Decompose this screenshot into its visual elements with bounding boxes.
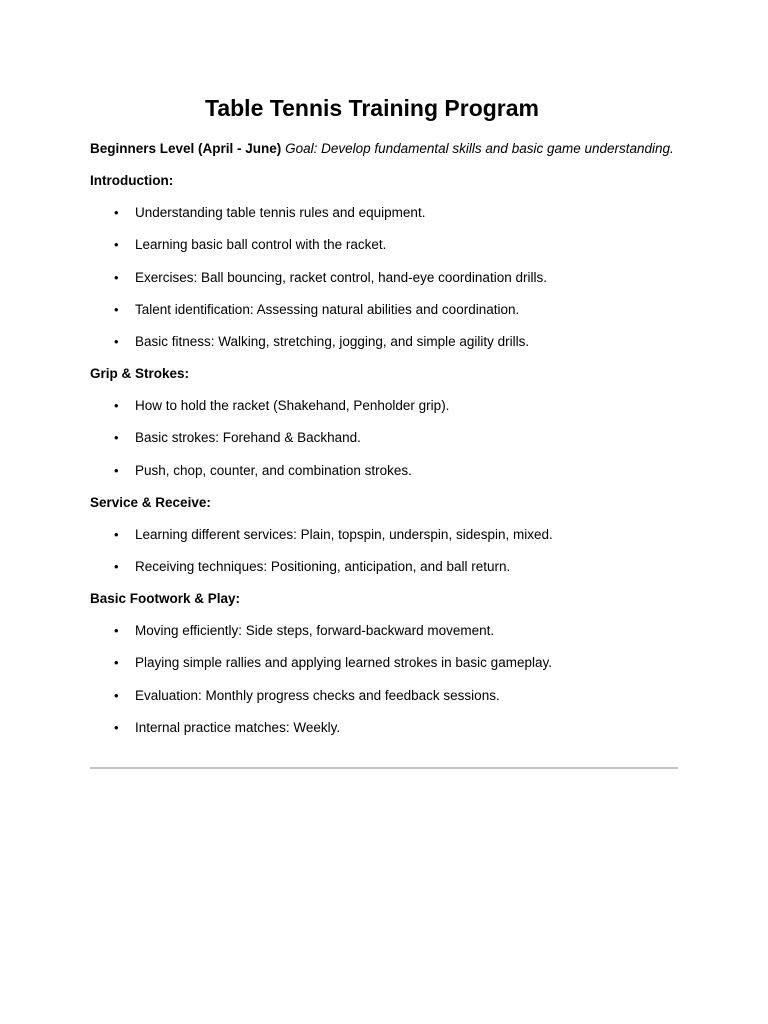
list-item	[90, 330, 690, 354]
bullet-icon: •	[114, 237, 119, 253]
list-item-text: Talent identification: Assessing natural abilities and coordination.	[135, 301, 520, 317]
list-item	[90, 266, 690, 290]
list-item	[90, 394, 690, 418]
level-label: Beginners Level (April - June)	[90, 141, 282, 156]
section-heading-grip-strokes: Grip & Strokes:	[90, 366, 190, 382]
list-item-text: Understanding table tennis rules and equipment.	[135, 205, 426, 220]
bullet-icon: •	[114, 719, 119, 735]
bullet-icon: •	[114, 462, 119, 478]
list-item-text: Receiving techniques: Positioning, anticipation, and ball return.	[135, 559, 511, 575]
list-item	[90, 298, 690, 322]
bullet-icon: •	[114, 334, 119, 350]
list-item-text: Exercises: Ball bouncing, racket control, hand-eye coordination drills.	[135, 269, 547, 285]
bullet-icon: •	[114, 398, 119, 414]
bullet-icon: •	[114, 269, 119, 285]
bullet-list-service-receive	[90, 523, 690, 579]
list-item-text: Push, chop, counter, and combination strokes.	[135, 462, 412, 478]
list-item	[90, 459, 690, 483]
document-body	[90, 137, 690, 740]
list-item	[90, 523, 690, 547]
goal-text: Goal: Develop fundamental skills and basic game understanding.	[285, 141, 674, 156]
section-heading-introduction: Introduction:	[90, 173, 174, 188]
bullet-icon: •	[114, 526, 119, 542]
bullet-list-basic-footwork-play	[90, 619, 690, 740]
list-item-text: Moving efficiently: Side steps, forward-backward movement.	[135, 623, 495, 639]
list-item-text: Learning basic ball control with the racket.	[135, 237, 387, 253]
list-item	[90, 426, 690, 450]
list-item	[90, 233, 690, 257]
list-item	[90, 684, 690, 708]
bullet-icon: •	[114, 687, 119, 703]
list-item	[90, 555, 690, 579]
bullet-icon: •	[114, 205, 119, 220]
bullet-list-introduction	[90, 201, 690, 354]
bullet-list-grip-strokes	[90, 394, 690, 483]
document-title: Table Tennis Training Program	[205, 95, 539, 121]
list-item	[90, 716, 690, 740]
bullet-icon: •	[114, 301, 119, 317]
list-item-text: Internal practice matches: Weekly.	[135, 719, 341, 735]
bullet-icon: •	[114, 623, 119, 639]
bullet-icon: •	[114, 559, 119, 575]
level-line	[90, 137, 690, 161]
list-item	[90, 619, 690, 643]
list-item-text: Evaluation: Monthly progress checks and feedback sessions.	[135, 687, 500, 703]
list-item-text: How to hold the racket (Shakehand, Penholder grip).	[135, 398, 450, 414]
bullet-icon: •	[114, 430, 119, 446]
section-heading-service-receive: Service & Receive:	[90, 494, 211, 510]
list-item-text: Learning different services: Plain, topspin, underspin, sidespin, mixed.	[135, 526, 553, 542]
section-heading-basic-footwork-play: Basic Footwork & Play:	[90, 591, 241, 607]
bullet-icon: •	[114, 655, 119, 671]
list-item-text: Basic strokes: Forehand & Backhand.	[135, 430, 361, 446]
horizontal-divider	[90, 767, 678, 769]
list-item-text: Basic fitness: Walking, stretching, jogging, and simple agility drills.	[135, 334, 530, 350]
list-item-text: Playing simple rallies and applying learned strokes in basic gameplay.	[135, 655, 552, 671]
list-item	[90, 651, 690, 675]
list-item	[90, 201, 690, 225]
